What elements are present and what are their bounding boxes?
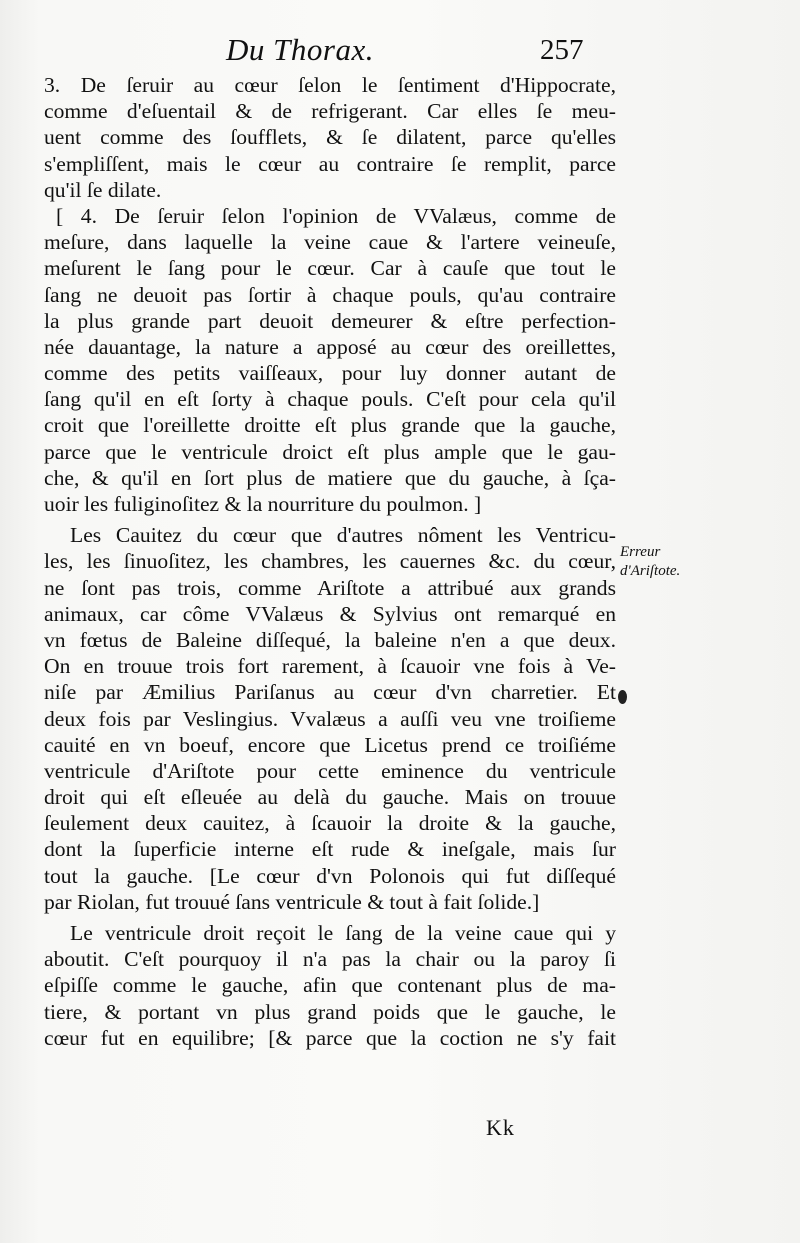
- text-line: ſeulement deux cauitez, à ſcauoir la droite & la gauche,: [44, 811, 616, 836]
- text-line: 3. De ſeruir au cœur ſelon le ſentiment d'Hippocrate,: [44, 73, 616, 97]
- text-line: deux fois par Veslingius. Vvalæus a auſſi veu vne troiſieme: [44, 706, 616, 731]
- text-line: droit qui eſt eſleuée au delà du gauche. Mais on trouue: [44, 785, 616, 810]
- page-number: 257: [540, 34, 584, 66]
- page-header: [0, 30, 800, 70]
- text-line: qu'il ſe dilate.: [44, 177, 162, 202]
- text-line: meſurent le ſang pour le cœur. Car à cauſe que tout le: [44, 256, 616, 281]
- text-line: Le ventricule droit reçoit le ſang de la veine caue qui y: [70, 921, 616, 945]
- text-line: tout la gauche. [Le cœur d'vn Polonois qui fut diſſequé: [44, 863, 616, 888]
- text-line: [ 4. De ſeruir ſelon l'opinion de VValæus, comme de: [56, 203, 616, 228]
- margin-note-line: Erreur: [620, 544, 661, 560]
- text-line: dont la ſuperficie interne eſt rude & ineſgale, mais ſur: [44, 837, 616, 862]
- catchword: Kk: [486, 1115, 515, 1140]
- text-line: croit que l'oreillette droitte eſt plus grande que la gauche,: [44, 413, 616, 438]
- margin-note-line: d'Ariſtote.: [620, 563, 681, 579]
- text-line: par Riolan, fut trouué ſans ventricule & tout à fait ſolide.]: [44, 889, 540, 914]
- text-line: parce que le ventricule droict eſt plus ample que le gau-: [44, 439, 616, 464]
- text-line: cauité en vn boeuf, encore que Licetus prend ce troiſiéme: [44, 732, 616, 757]
- text-line: uoir les fuliginoſitez & la nourriture du poulmon. ]: [44, 492, 482, 516]
- text-line: s'empliſſent, mais le cœur au contraire ſe remplit, parce: [44, 151, 616, 176]
- text-line: née dauantage, la nature a apposé au cœur des oreillettes,: [44, 334, 616, 359]
- text-line: Les Cauitez du cœur que d'autres nôment les Ventricu-: [70, 523, 616, 548]
- text-line: comme des petits vaiſſeaux, pour luy donner autant de: [44, 361, 616, 386]
- ink-spot: [618, 690, 627, 704]
- text-line: uent comme des ſoufflets, & ſe dilatent, parce qu'elles: [44, 125, 616, 150]
- text-line: ventricule d'Ariſtote pour cette eminence du ventricule: [44, 758, 616, 783]
- text-line: ſang ne deuoit pas ſortir à chaque pouls, qu'au contraire: [44, 282, 616, 307]
- running-head: Du Thorax.: [226, 32, 374, 67]
- text-line: meſure, dans laquelle la veine caue & l'artere veineuſe,: [44, 230, 616, 255]
- text-line: ſang qu'il en eſt ſorty à chaque pouls. C'eſt pour cela qu'il: [44, 387, 616, 412]
- text-line: les, les ſinuoſitez, les chambres, les cauernes &c. du cœur,: [44, 549, 616, 574]
- text-line: che, & qu'il en ſort plus de matiere que du gauche, à ſça-: [44, 465, 616, 490]
- text-line: tiere, & portant vn plus grand poids que le gauche, le: [44, 999, 616, 1024]
- text-line: cœur fut en equilibre; [& parce que la coction ne s'y fait: [44, 1025, 616, 1050]
- body-text: [44, 72, 616, 1051]
- text-line: eſpiſſe comme le gauche, afin que contenant plus de ma-: [44, 973, 616, 998]
- text-line: comme d'eſuentail & de refrigerant. Car elles ſe meu-: [44, 99, 616, 124]
- text-line: On en trouue trois fort rarement, à ſcauoir vne fois à Ve-: [44, 654, 616, 679]
- text-line: la plus grande part deuoit demeurer & eſtre perfection-: [44, 308, 616, 333]
- margin-note: [620, 543, 720, 581]
- text-line: aboutit. C'eſt pourquoy il n'a pas la chair ou la paroy ſi: [44, 947, 616, 972]
- text-line: animaux, car côme VValæus & Sylvius ont remarqué en: [44, 601, 616, 626]
- text-line: vn fœtus de Baleine diſſequé, la baleine n'en a que deux.: [44, 627, 616, 652]
- text-line: ne ſont pas trois, comme Ariſtote a attribué aux grands: [44, 575, 616, 600]
- text-line: niſe par Æmilius Pariſanus au cœur d'vn charretier. Et: [44, 680, 616, 705]
